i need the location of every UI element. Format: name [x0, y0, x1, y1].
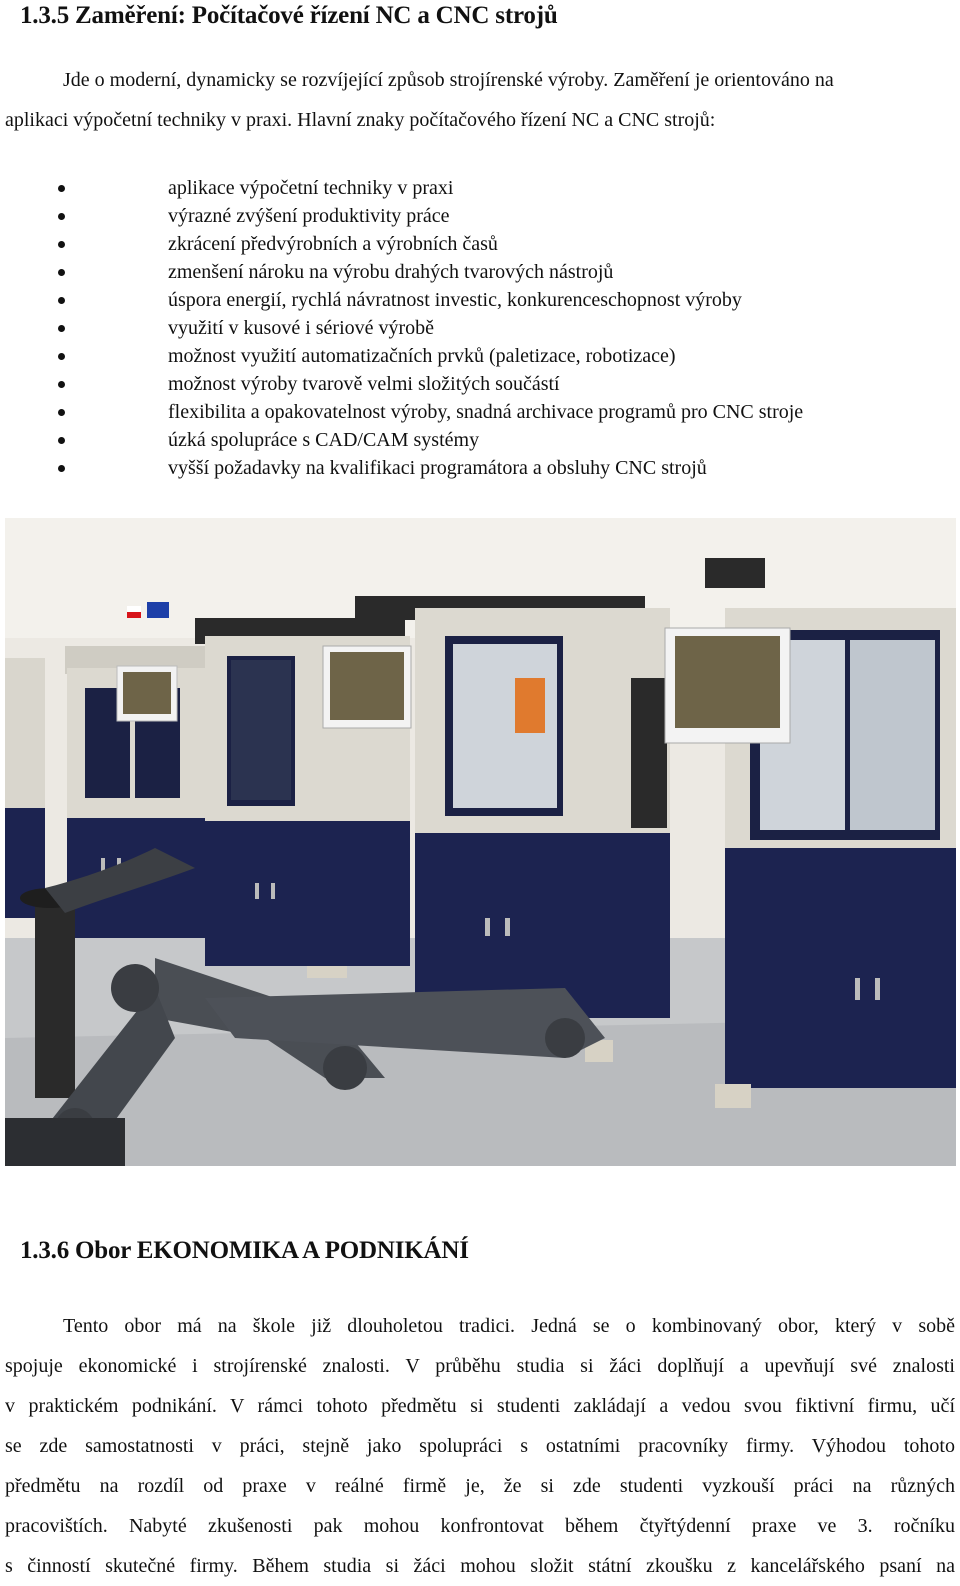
paragraph-line: Tento obor má na škole již dlouholetou tradici. Jedná se o kombinovaný obor, který v sobě	[63, 1315, 955, 1337]
paragraph-line: v praktickém podnikání. V rámci tohoto předmětu si studenti zakládají a vedou svou fiktivní firmu, učí	[5, 1395, 955, 1417]
list-item	[0, 454, 803, 482]
bullet-icon	[58, 325, 65, 332]
feature-list	[0, 174, 803, 482]
bullet-icon	[58, 269, 65, 276]
cnc-machines-photo	[5, 518, 956, 1166]
bullet-icon	[58, 409, 65, 416]
economy-paragraph	[5, 1306, 955, 1586]
list-item-text: možnost využití automatizačních prvků (paletizace, robotizace)	[168, 345, 676, 367]
cnc-machines-illustration	[5, 518, 956, 1166]
list-item	[0, 426, 803, 454]
list-item-text: zmenšení nároku na výrobu drahých tvarových nástrojů	[168, 261, 614, 283]
list-item	[0, 174, 803, 202]
bullet-icon	[58, 465, 65, 472]
intro-paragraph-line-1: Jde o moderní, dynamicky se rozvíjející způsob strojírenské výroby. Zaměření je orientováno na	[63, 69, 834, 91]
paragraph-line: s činností skutečné firmy. Během studia si žáci mohou složit státní zkoušku z kancelářského psaní na	[5, 1555, 955, 1577]
section-heading-cnc: 1.3.5 Zaměření: Počítačové řízení NC a CNC strojů	[20, 2, 558, 29]
list-item	[0, 342, 803, 370]
bullet-icon	[58, 353, 65, 360]
list-item	[0, 230, 803, 258]
list-item-text: úspora energií, rychlá návratnost investic, konkurenceschopnost výroby	[168, 289, 742, 311]
list-item-text: využití v kusové i sériové výrobě	[168, 317, 435, 339]
bullet-icon	[58, 297, 65, 304]
list-item-text: možnost výroby tvarově velmi složitých součástí	[168, 373, 560, 395]
bullet-icon	[58, 437, 65, 444]
paragraph-line: spojuje ekonomické i strojírenské znalosti. V průběhu studia si žáci doplňují a upevňují své znalosti	[5, 1355, 955, 1377]
list-item-text: flexibilita a opakovatelnost výroby, snadná archivace programů pro CNC stroje	[168, 401, 804, 423]
paragraph-line: se zde samostatnosti v práci, stejně jako spolupráci s ostatními pracovníky firmy. Výhodou tohoto	[5, 1435, 955, 1457]
bullet-icon	[58, 185, 65, 192]
list-item-text: výrazné zvýšení produktivity práce	[168, 205, 450, 227]
list-item-text: úzká spolupráce s CAD/CAM systémy	[168, 429, 480, 451]
intro-paragraph-line-2: aplikaci výpočetní techniky v praxi. Hlavní znaky počítačového řízení NC a CNC strojů:	[5, 109, 716, 131]
bullet-icon	[58, 381, 65, 388]
list-item	[0, 202, 803, 230]
section-heading-economy: 1.3.6 Obor EKONOMIKA A PODNIKÁNÍ	[20, 1237, 469, 1264]
list-item	[0, 286, 803, 314]
paragraph-line: předmětu na rozdíl od praxe v reálné firmě je, že si zde studenti vyzkouší práci na různých	[5, 1475, 955, 1497]
list-item	[0, 314, 803, 342]
list-item	[0, 398, 803, 426]
list-item-text: aplikace výpočetní techniky v praxi	[168, 177, 454, 199]
list-item	[0, 370, 803, 398]
list-item	[0, 258, 803, 286]
paragraph-line: pracovištích. Nabyté zkušenosti pak mohou konfrontovat během čtyřtýdenní praxe ve 3. ročníku	[5, 1515, 955, 1537]
bullet-icon	[58, 241, 65, 248]
list-item-text: zkrácení předvýrobních a výrobních časů	[168, 233, 498, 255]
list-item-text: vyšší požadavky na kvalifikaci programátora a obsluhy CNC strojů	[168, 457, 707, 479]
bullet-icon	[58, 213, 65, 220]
